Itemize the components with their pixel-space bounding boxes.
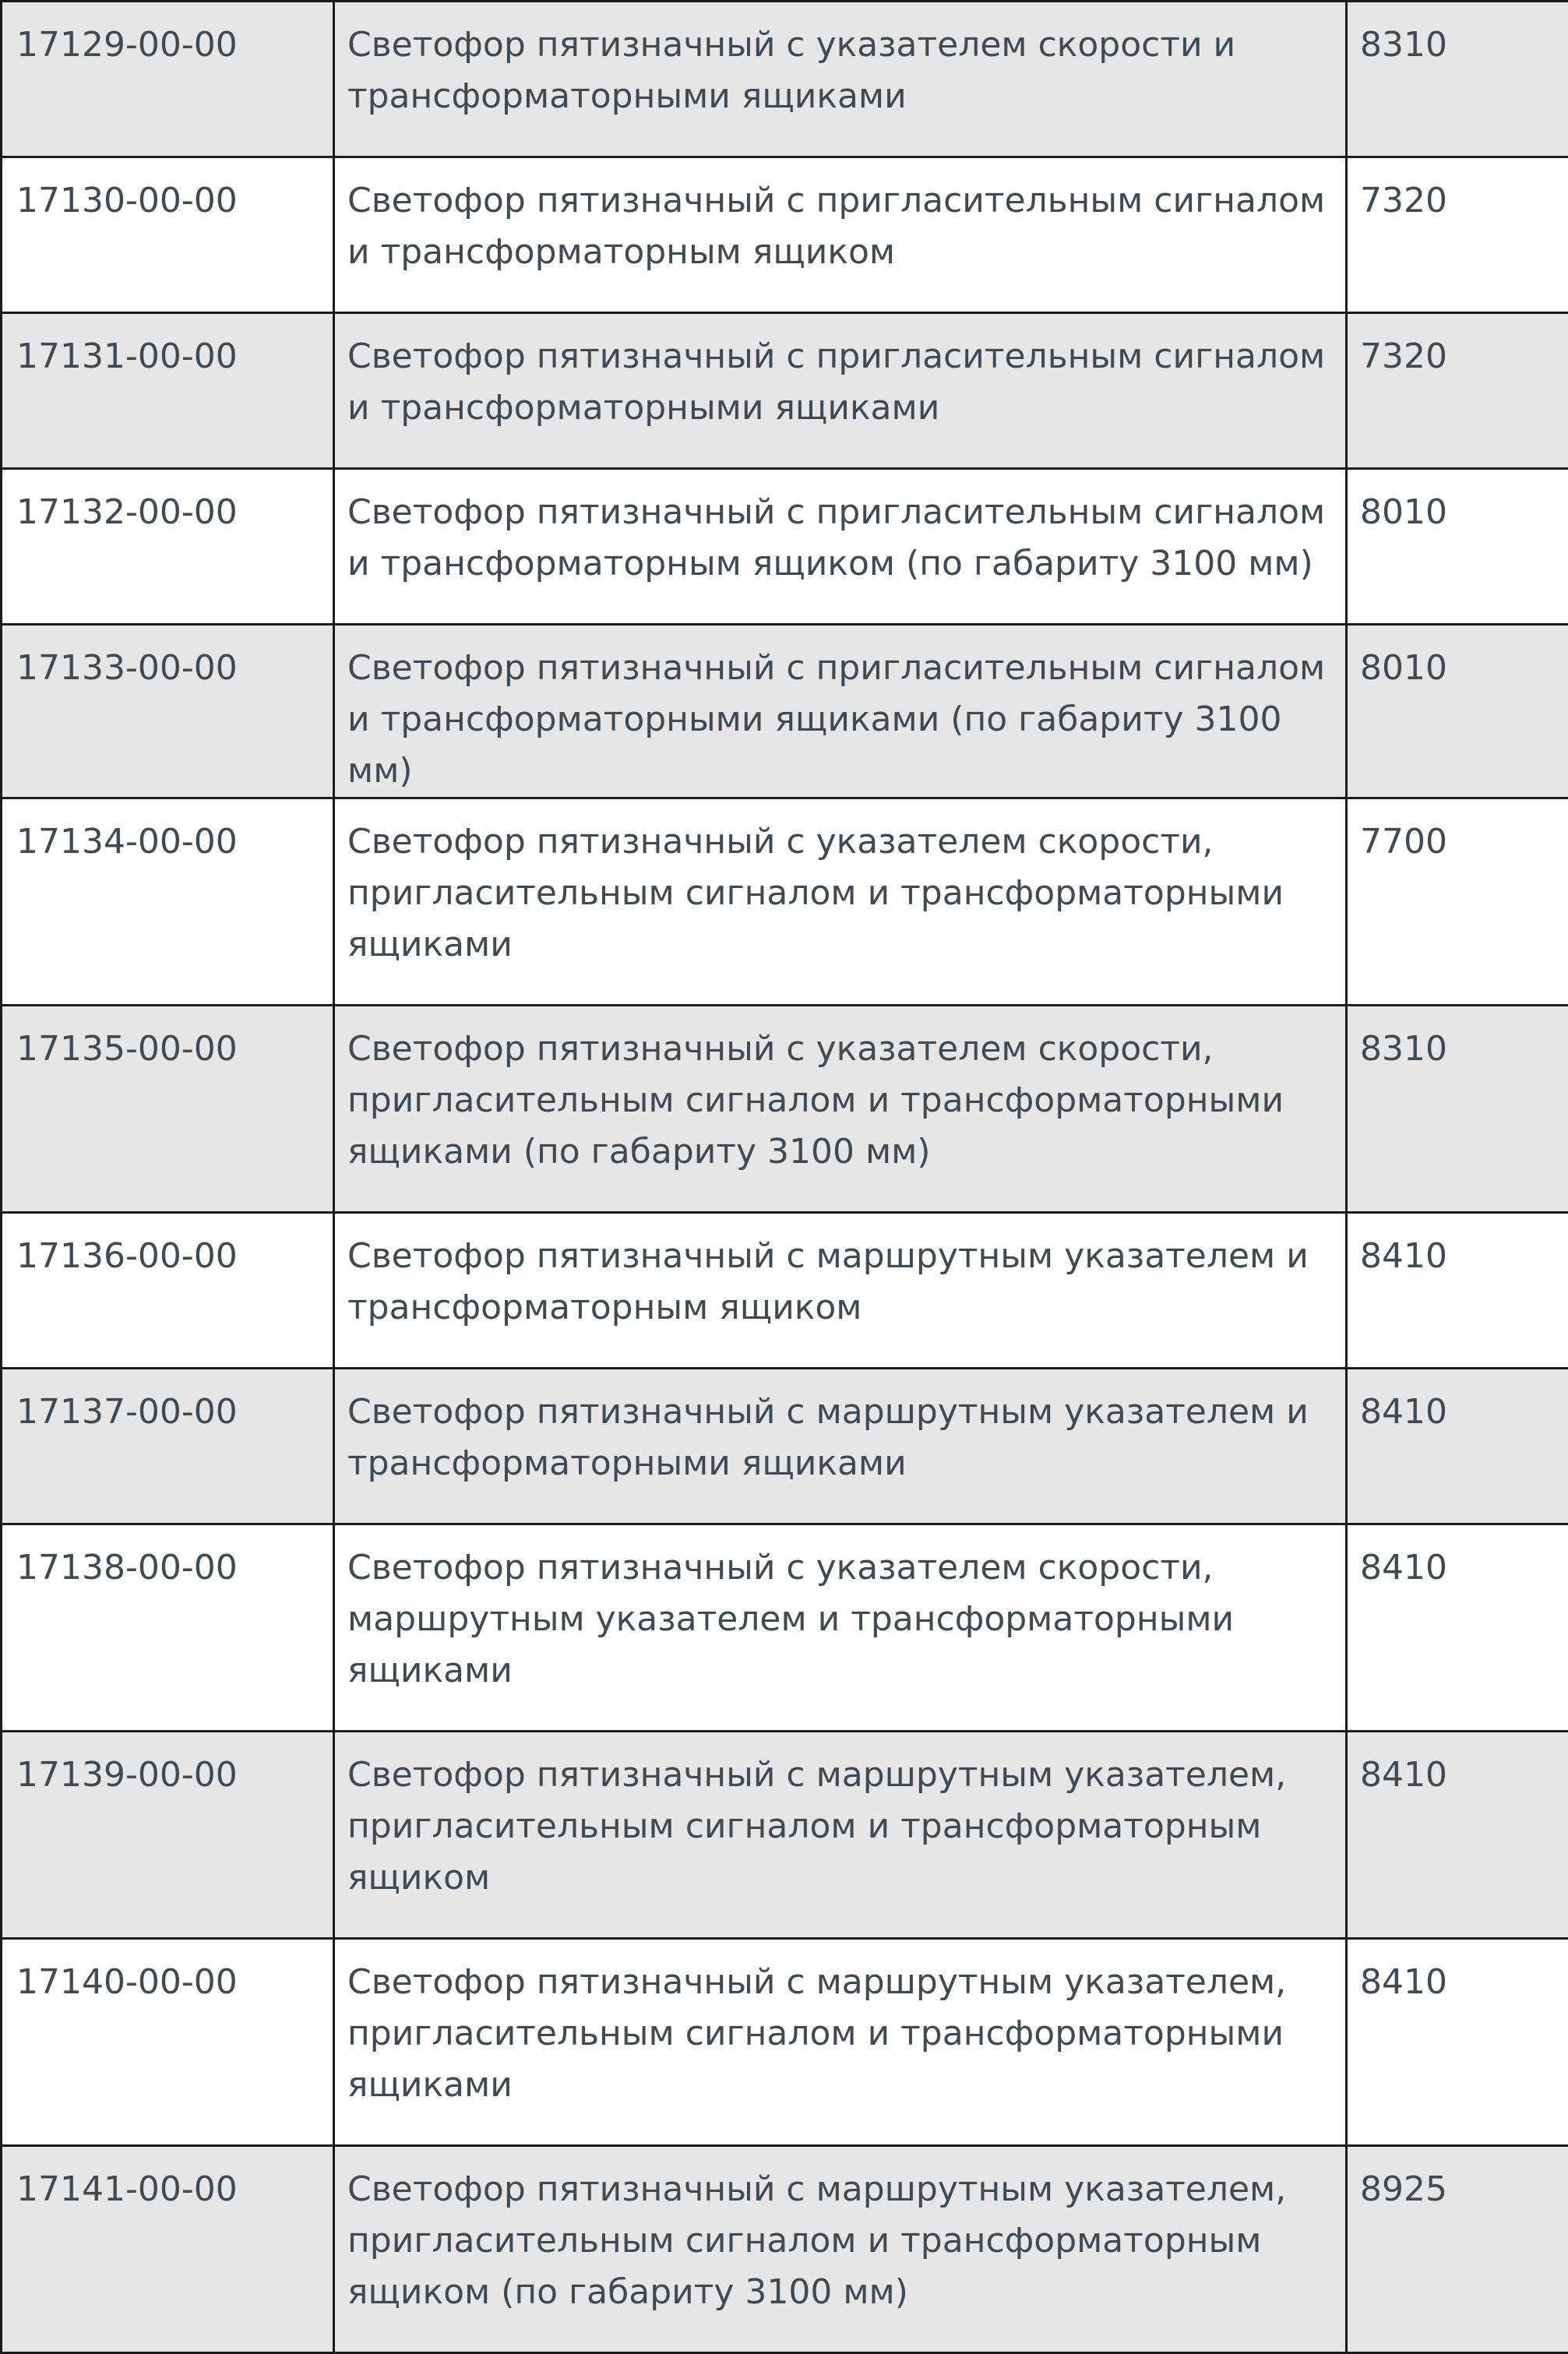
item-code: 17137-00-00: [2, 1369, 334, 1524]
table-row: [2, 1369, 1568, 1524]
item-code: 17134-00-00: [2, 798, 334, 1006]
table-row: [2, 1524, 1568, 1732]
table-row: [2, 1732, 1568, 1939]
item-description: Светофор пятизначный с пригласительным сигналом и трансформаторными ящиками (по габариту 3100 мм): [334, 625, 1347, 798]
item-description: Светофор пятизначный с маршрутным указателем и трансформаторными ящиками: [334, 1369, 1347, 1524]
item-code: 17132-00-00: [2, 469, 334, 625]
item-value: 8010: [1347, 625, 1568, 798]
item-description: Светофор пятизначный с указателем скорости, пригласительным сигналом и трансформаторными ящиками: [334, 798, 1347, 1006]
item-value: 7700: [1347, 798, 1568, 1006]
item-code: 17135-00-00: [2, 1006, 334, 1213]
item-code: 17133-00-00: [2, 625, 334, 798]
item-description: Светофор пятизначный с указателем скорости, маршрутным указателем и трансформаторными ящиками: [334, 1524, 1347, 1732]
item-value: 8410: [1347, 1939, 1568, 2146]
item-value: 8410: [1347, 1213, 1568, 1369]
item-code: 17140-00-00: [2, 1939, 334, 2146]
item-description: Светофор пятизначный с маршрутным указателем и трансформаторным ящиком: [334, 1213, 1347, 1369]
item-code: 17129-00-00: [2, 2, 334, 157]
item-code: 17136-00-00: [2, 1213, 334, 1369]
table-row: [2, 313, 1568, 469]
item-description: Светофор пятизначный с маршрутным указателем, пригласительным сигналом и трансформаторным ящиком (по габариту 3100 мм): [334, 2146, 1347, 2353]
item-description: Светофор пятизначный с пригласительным сигналом и трансформаторным ящиком (по габариту 3100 мм): [334, 469, 1347, 625]
item-value: 7320: [1347, 313, 1568, 469]
item-code: 17139-00-00: [2, 1732, 334, 1939]
item-description: Светофор пятизначный с маршрутным указателем, пригласительным сигналом и трансформаторными ящиками: [334, 1939, 1347, 2146]
table-row: [2, 1006, 1568, 1213]
item-description: Светофор пятизначный с пригласительным сигналом и трансформаторными ящиками: [334, 313, 1347, 469]
item-description: Светофор пятизначный с указателем скорости, пригласительным сигналом и трансформаторными ящиками (по габариту 3100 мм): [334, 1006, 1347, 1213]
item-value: 8010: [1347, 469, 1568, 625]
table-row: [2, 2, 1568, 157]
table-row: [2, 798, 1568, 1006]
table-row: [2, 2146, 1568, 2353]
item-value: 7320: [1347, 157, 1568, 313]
item-value: 8310: [1347, 2, 1568, 157]
item-value: 8310: [1347, 1006, 1568, 1213]
item-description: Светофор пятизначный с пригласительным сигналом и трансформаторным ящиком: [334, 157, 1347, 313]
item-value: 8410: [1347, 1369, 1568, 1524]
item-value: 8410: [1347, 1732, 1568, 1939]
item-value: 8410: [1347, 1524, 1568, 1732]
item-code: 17138-00-00: [2, 1524, 334, 1732]
table-row: [2, 625, 1568, 798]
table-row: [2, 1213, 1568, 1369]
item-code: 17130-00-00: [2, 157, 334, 313]
item-code: 17141-00-00: [2, 2146, 334, 2353]
item-description: Светофор пятизначный с указателем скорости и трансформаторными ящиками: [334, 2, 1347, 157]
table-row: [2, 469, 1568, 625]
item-description: Светофор пятизначный с маршрутным указателем, пригласительным сигналом и трансформаторным ящиком: [334, 1732, 1347, 1939]
table-row: [2, 1939, 1568, 2146]
item-code: 17131-00-00: [2, 313, 334, 469]
table-row: [2, 157, 1568, 313]
item-value: 8925: [1347, 2146, 1568, 2353]
